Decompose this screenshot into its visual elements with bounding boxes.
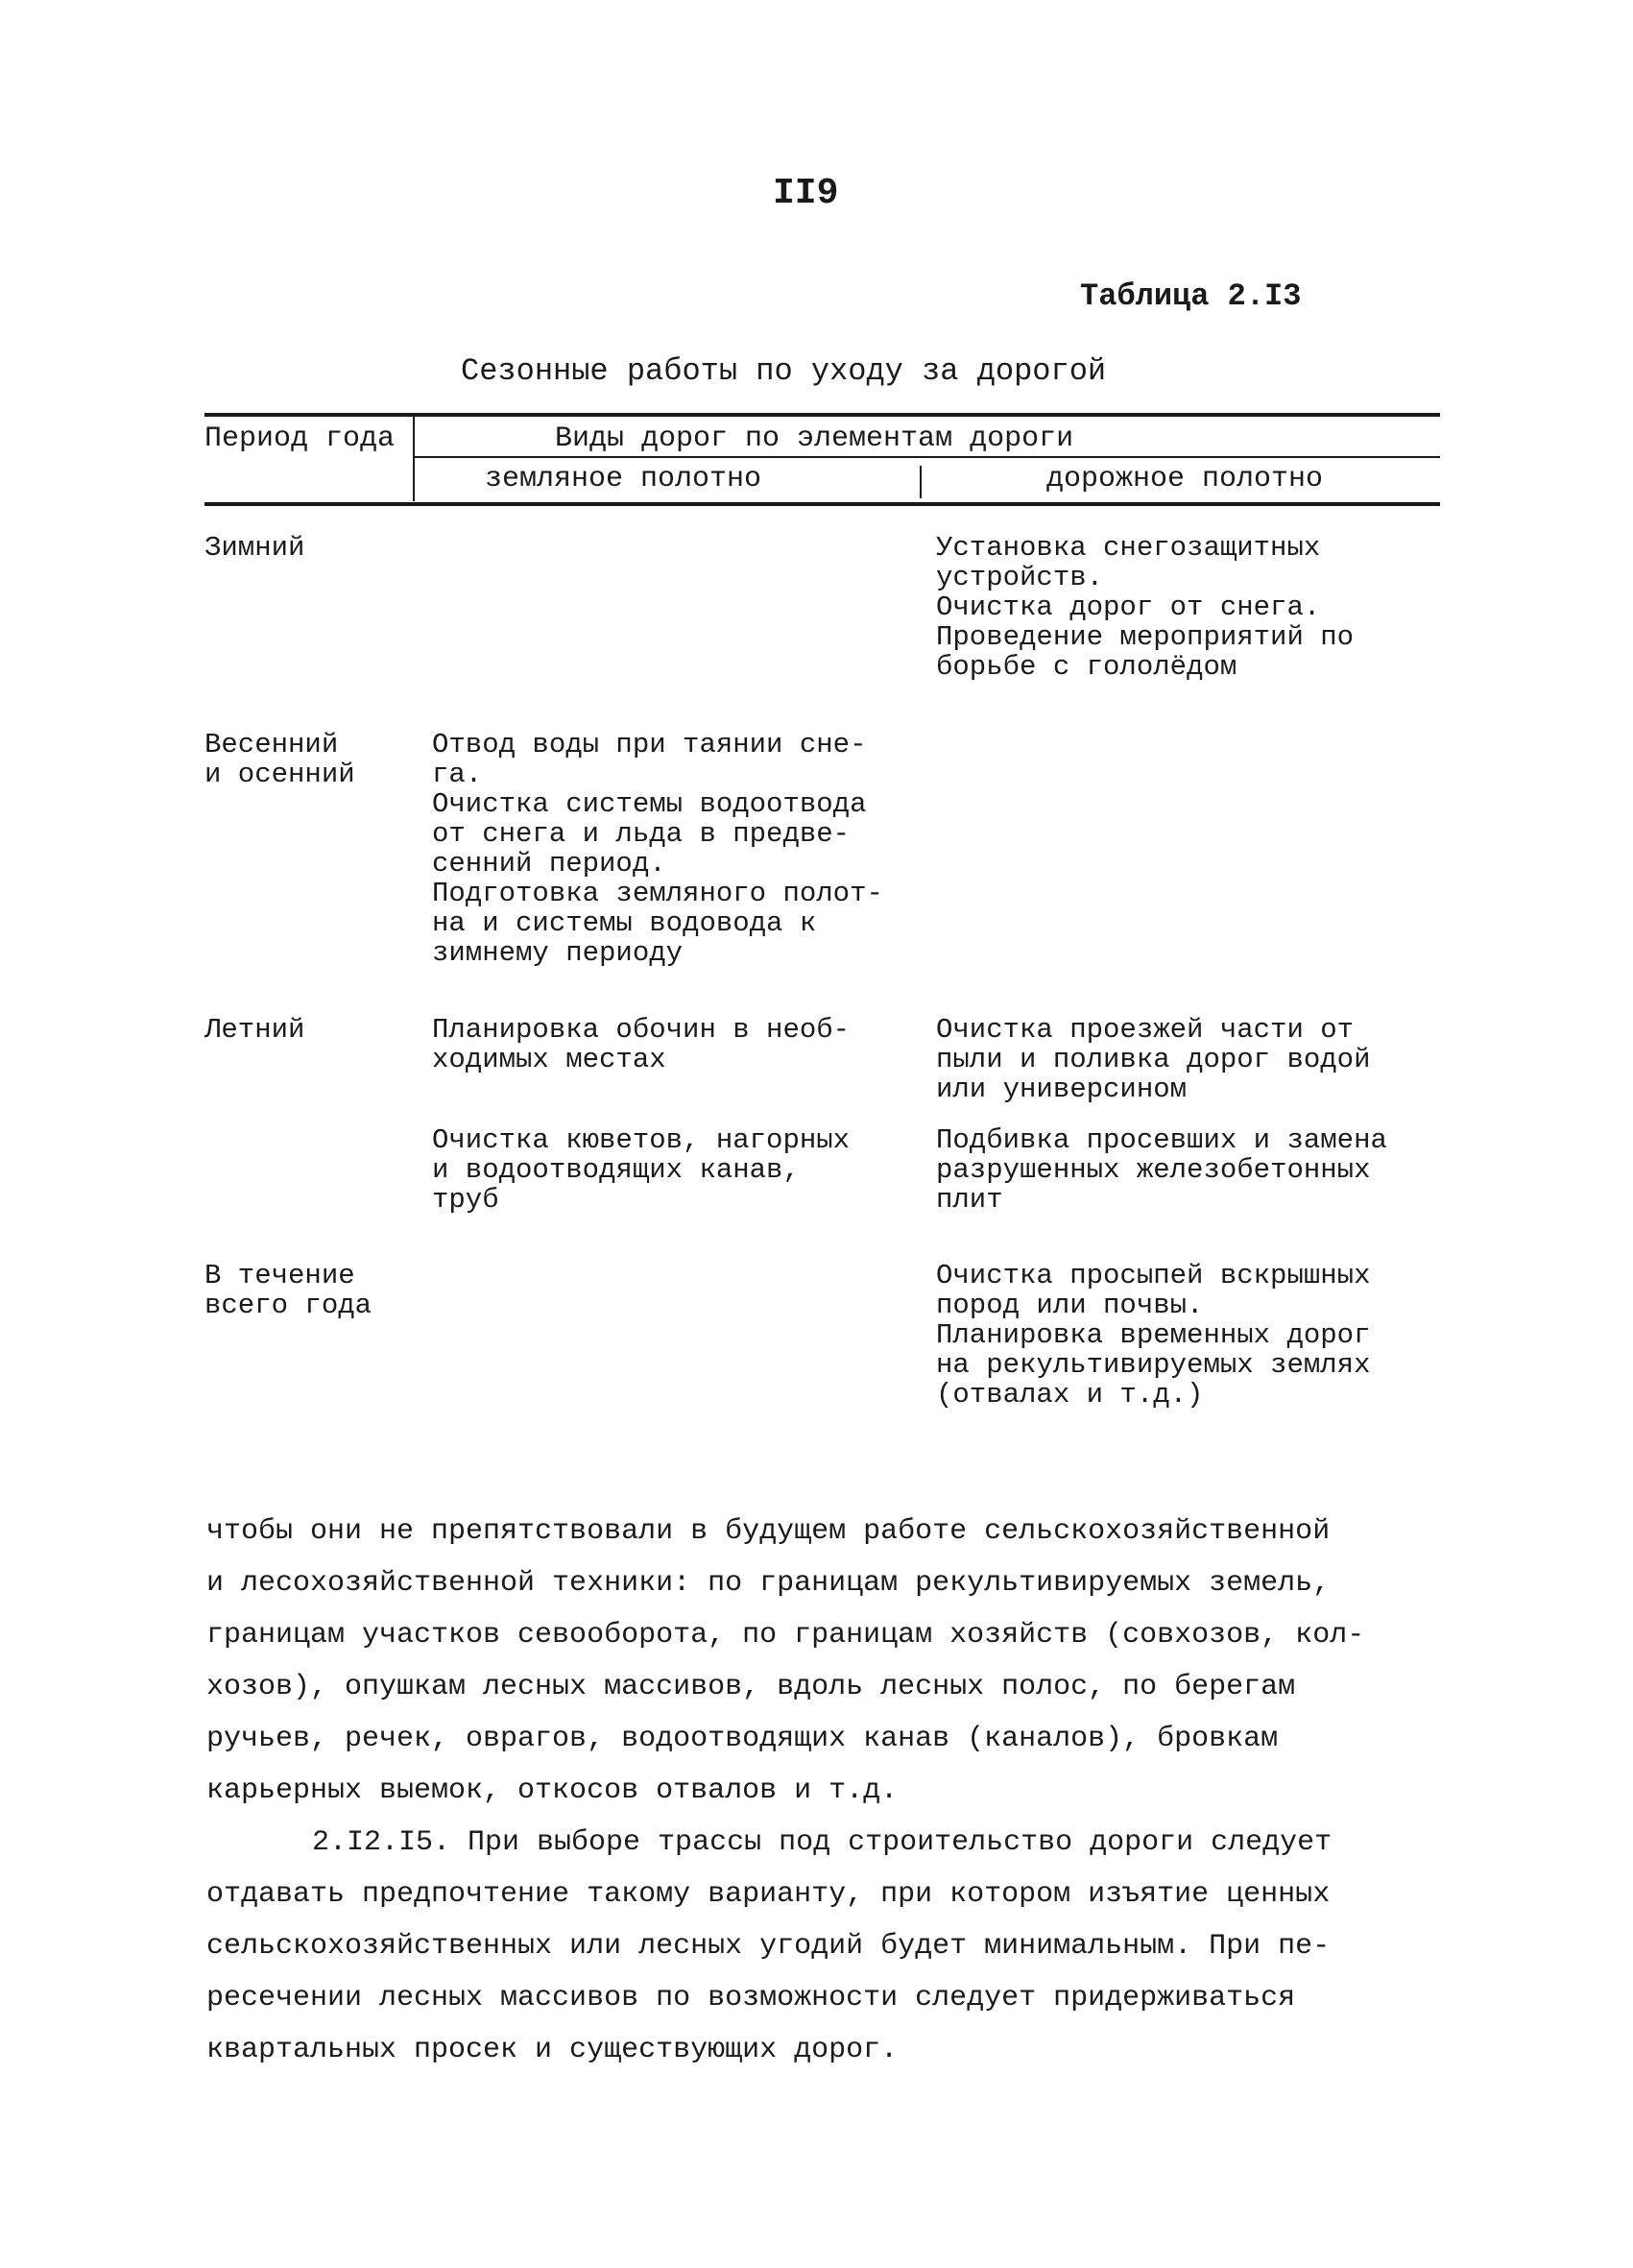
- table-label: Таблица 2.I3: [1080, 278, 1302, 314]
- header-road-pavement: дорожное полотно: [1046, 463, 1324, 495]
- header-left-divider: [413, 415, 415, 501]
- row-all-year-period: В течение всего года: [204, 1260, 372, 1321]
- row-summer-period: Летний: [204, 1014, 305, 1046]
- paragraph-2-12-15: 2.I2.I5. При выборе трассы под строительство дороги следует отдавать предпочтение такому варианту, при котором изъятие ценных сельскохозяйственных или лесных угодий будет минимальным. При пе- ресечении лесных массивов по возможности следует придерживаться квартальных просек и существующих дорог.: [206, 1826, 1333, 2066]
- row-summer-earth-1: Планировка обочин в необ- ходимых местах: [432, 1014, 851, 1075]
- row-spring-autumn-earth: Отвод воды при таянии сне- га. Очистка системы водоотвода от снега и льда в предве- сенний период. Подготовка земляного полот- на и системы водовода к зимнему периоду: [432, 729, 883, 969]
- table-top-rule: [204, 413, 1440, 417]
- header-earth-subgrade: земляное полотно: [485, 463, 762, 495]
- row-winter-period: Зимний: [204, 532, 305, 564]
- header-mid-divider: [920, 466, 922, 498]
- page-number: II9: [773, 173, 839, 214]
- row-summer-road-1: Очистка проезжей части от пыли и поливка дорог водой или универсином: [936, 1014, 1371, 1105]
- header-group-underline: [415, 456, 1440, 458]
- table-title: Сезонные работы по уходу за дорогой: [461, 353, 1107, 389]
- header-period: Период года: [204, 422, 396, 455]
- row-all-year-road: Очистка просыпей вскрышных пород или почвы. Планировка временных дорог на рекультивируемых землях (отвалах и т.д.): [936, 1260, 1371, 1411]
- row-spring-autumn-period: Весенний и осенний: [204, 729, 355, 790]
- row-winter-road: Установка снегозащитных устройств. Очистка дорог от снега. Проведение мероприятий по борьбе с гололёдом: [936, 532, 1355, 683]
- body-text: [206, 1506, 1454, 2076]
- header-bottom-rule: [204, 502, 1440, 506]
- row-summer-road-2: Подбивка просевших и замена разрушенных железобетонных плит: [936, 1124, 1387, 1216]
- paragraph-continuation: чтобы они не препятствовали в будущем работе сельскохозяйственной и лесохозяйственной техники: по границам рекультивируемых земель, границам участков севооборота, по границам хозяйств (совхозов, кол- хозов), опушкам лесных массивов, вдоль лесных полос, по берегам ручьев, речек, оврагов, водоотводящих канав (каналов), бровкам карьерных выемок, откосов отвалов и т.д.: [206, 1515, 1365, 1807]
- row-summer-earth-2: Очистка кюветов, нагорных и водоотводящих канав, труб: [432, 1124, 851, 1216]
- header-road-types: Виды дорог по элементам дороги: [555, 422, 1074, 455]
